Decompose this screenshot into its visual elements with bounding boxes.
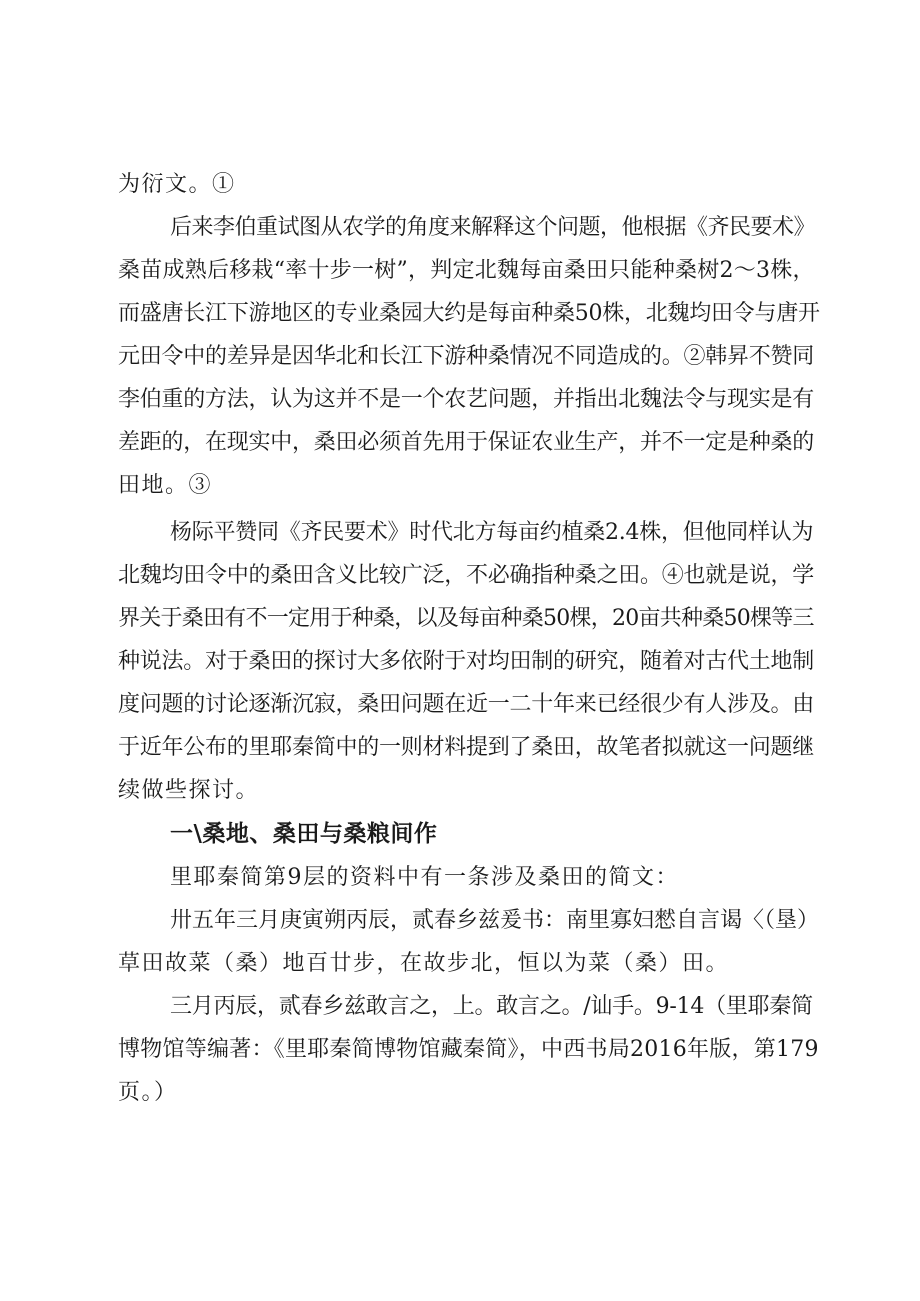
paragraph-line: 度问题的讨论逐渐沉寂，桑田问题在近一二十年来已经很少有人涉及。由 xyxy=(118,692,815,717)
quote-line: 博物馆等编著：《里耶秦简博物馆藏秦简》，中西书局2016年版，第179 xyxy=(118,1037,819,1062)
paragraph-line: 于近年公布的里耶秦简中的一则材料提到了桑田，故笔者拟就这一问题继 xyxy=(118,735,815,760)
paragraph-line: 元田令中的差异是因华北和长江下游种桑情况不同造成的。②韩昇不赞同 xyxy=(118,344,815,369)
paragraph-line: 界关于桑田有不一定用于种桑，以及每亩种桑50棵，20亩共种桑50棵等三 xyxy=(118,606,814,631)
paragraph-line: 而盛唐长江下游地区的专业桑园大约是每亩种桑50株，北魏均田令与唐开 xyxy=(118,301,820,326)
paragraph-line: 里耶秦简第9层的资料中有一条涉及桑田的简文： xyxy=(170,865,679,890)
paragraph-line: 杨际平赞同《齐民要术》时代北方每亩约植桑2.4株，但他同样认为 xyxy=(170,520,814,545)
paragraph-line: 田地。③ xyxy=(118,473,213,498)
paragraph-line: 桑苗成熟后移栽“率十步一树”，判定北魏每亩桑田只能种桑树2～3株， xyxy=(118,258,815,283)
quote-line: 草田故菜（桑）地百廿步，在故步北，恒以为菜（桑）田。 xyxy=(118,951,730,976)
paragraph-line: 差距的，在现实中，桑田必须首先用于保证农业生产，并不一定是种桑的 xyxy=(118,430,815,455)
quote-line: 卅五年三月庚寅朔丙辰，贰春乡兹爰书：南里寡妇憖自言谒〈（垦） xyxy=(170,908,820,933)
paragraph-line: 后来李伯重试图从农学的角度来解释这个问题，他根据《齐民要术》 xyxy=(170,215,816,240)
quote-line: 页。） xyxy=(118,1080,178,1105)
paragraph-line: 北魏均田令中的桑田含义比较广泛，不必确指种桑之田。④也就是说，学 xyxy=(118,563,815,588)
section-heading: 一\桑地、桑田与桑粮间作 xyxy=(170,821,438,847)
paragraph-line: 李伯重的方法，认为这并不是一个农艺问题，并指出北魏法令与现实是有 xyxy=(118,387,815,412)
quote-line: 三月丙辰，贰春乡兹敢言之，上。敢言之。/讪手。9-14（里耶秦简 xyxy=(170,994,813,1019)
paragraph-line: 为衍文。① xyxy=(118,172,236,197)
paragraph-line: 种说法。对于桑田的探讨大多依附于对均田制的研究，随着对古代土地制 xyxy=(118,649,815,674)
paragraph-line: 续做些探讨。 xyxy=(118,778,260,803)
